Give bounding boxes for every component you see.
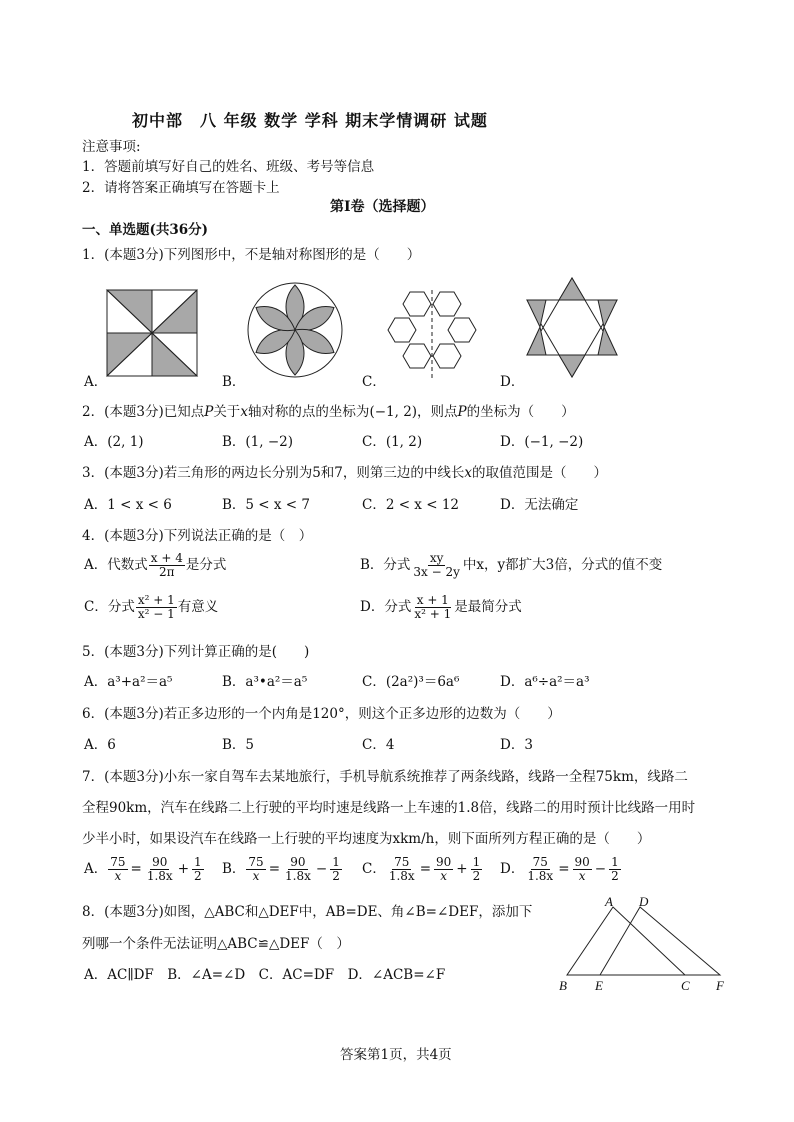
label-d: D: [639, 895, 649, 909]
q1-option-c[interactable]: C．: [362, 374, 386, 390]
label-a: A: [605, 895, 613, 909]
q6-option-c[interactable]: C．4: [362, 737, 395, 753]
q2-stem: 2．(本题3分)已知点P关于x轴对称的点的坐标为(−1, 2)，则点P的坐标为（ ）: [82, 404, 575, 420]
q7-line-3: 少半小时，如果设汽车在线路一上行驶的平均速度为xkm/h，则下面所列方程正确的是（ ）: [82, 831, 651, 847]
q2-option-c[interactable]: C．(1, 2): [362, 434, 423, 450]
q7-option-d[interactable]: D． $\frac{75}{1.8x}$ = $\frac{90}{x}$ − $\frac{1}{2}$: [500, 855, 619, 883]
q6-option-b[interactable]: B．5: [222, 737, 255, 753]
q6-option-a[interactable]: A．6: [84, 737, 116, 753]
q3-option-d[interactable]: D．无法确定: [500, 497, 579, 513]
q1-option-d[interactable]: D．: [500, 374, 525, 390]
q8-line-2: 列哪一个条件无法证明△ABC≌△DEF（ ）: [82, 936, 350, 952]
page-footer: 答案第1页，共4页: [340, 1047, 452, 1063]
flower-circle-figure: [245, 280, 345, 380]
q4-option-d[interactable]: D．分式 $\frac{x + 1}{\text{x² + 1}}$ 是最简分式: [360, 593, 522, 621]
q3-stem: 3．(本题3分)若三角形的两边长分别为5和7，则第三边的中线长x的取值范围是（ ）: [82, 465, 608, 481]
hexagons-figure: [382, 290, 482, 380]
q5-option-c[interactable]: C．(2a²)³＝6a⁶: [362, 674, 460, 690]
q2-option-d[interactable]: D．(−1, −2): [500, 434, 584, 450]
q4-option-c[interactable]: C．分式 $\frac{\text{x² + 1}}{\text{x² − 1}}$ 有意义: [84, 593, 219, 621]
q7-option-b[interactable]: B． $\frac{75}{x}$ = $\frac{90}{1.8x}$ − $\frac{1}{2}$: [222, 855, 340, 883]
notice-item-1: 1．答题前填写好自己的姓名、班级、考号等信息: [82, 159, 375, 175]
notice-item-2: 2．请将答案正确填写在答题卡上: [82, 180, 280, 196]
label-f: F: [716, 978, 724, 993]
q8-line-1: 8．(本题3分)如图，△ABC和△DEF中，AB=DE、角∠B=∠DEF，添加下: [82, 904, 533, 920]
q7-line-2: 全程90km，汽车在线路二上行驶的平均时速是线路一上车速的1.8倍，线路二的用时预计比线路一用时: [82, 800, 696, 816]
q7-line-1: 7．(本题3分)小东一家自驾车去某地旅行，手机导航系统推荐了两条线路，线路一全程75km，线路二: [82, 769, 688, 785]
q7-option-c[interactable]: C． $\frac{75}{1.8x}$ = $\frac{90}{x}$ + $\frac{1}{2}$: [362, 855, 481, 883]
q4-option-b[interactable]: B．分式 $\frac{xy}{3x - 2y}$ 中x，y都扩大3倍，分式的值不变: [360, 551, 663, 579]
part-title: 一、单选题(共36分): [82, 222, 209, 238]
label-c: C: [681, 978, 690, 993]
q4-stem: 4．(本题3分)下列说法正确的是（ ）: [82, 528, 313, 544]
q1-option-a[interactable]: A．: [84, 374, 108, 390]
pinwheel-figure: [105, 288, 200, 378]
exam-title: 初中部 八 年级 数学 学科 期末学情调研 试题: [132, 111, 488, 130]
q8-options[interactable]: A．AC∥DF B．∠A=∠D C．AC=DF D．∠ACB=∠F: [84, 967, 446, 983]
q5-stem: 5．(本题3分)下列计算正确的是( ): [82, 644, 310, 660]
q1-stem: 1．(本题3分)下列图形中，不是轴对称图形的是（ ）: [82, 247, 421, 263]
q5-option-a[interactable]: A．a³+a²＝a⁵: [84, 674, 173, 690]
q4-option-a[interactable]: A．代数式 $\frac{x + 4}{2\pi}$ 是分式: [84, 551, 227, 579]
q3-option-b[interactable]: B．5 < x < 7: [222, 497, 311, 513]
q5-option-d[interactable]: D．a⁶÷a²＝a³: [500, 674, 590, 690]
label-b: B: [559, 978, 567, 993]
hexagram-figure: [522, 275, 622, 380]
triangles-figure: [555, 895, 735, 995]
label-e: E: [595, 978, 603, 993]
q2-option-b[interactable]: B．(1, −2): [222, 434, 294, 450]
volume-title: 第Ⅰ卷（选择题）: [330, 199, 435, 215]
q7-option-a[interactable]: A． $\frac{75}{x}$ = $\frac{90}{1.8x}$ + $\frac{1}{2}$: [84, 855, 202, 883]
notice-title: 注意事项:: [82, 139, 141, 155]
q3-option-c[interactable]: C．2 < x < 12: [362, 497, 459, 513]
q6-option-d[interactable]: D．3: [500, 737, 533, 753]
q2-option-a[interactable]: A．(2, 1): [84, 434, 144, 450]
q6-stem: 6．(本题3分)若正多边形的一个内角是120°，则这个正多边形的边数为（ ）: [82, 706, 561, 722]
q3-option-a[interactable]: A．1 < x < 6: [84, 497, 172, 513]
q1-option-b[interactable]: B．: [222, 374, 246, 390]
q5-option-b[interactable]: B．a³•a²＝a⁵: [222, 674, 308, 690]
